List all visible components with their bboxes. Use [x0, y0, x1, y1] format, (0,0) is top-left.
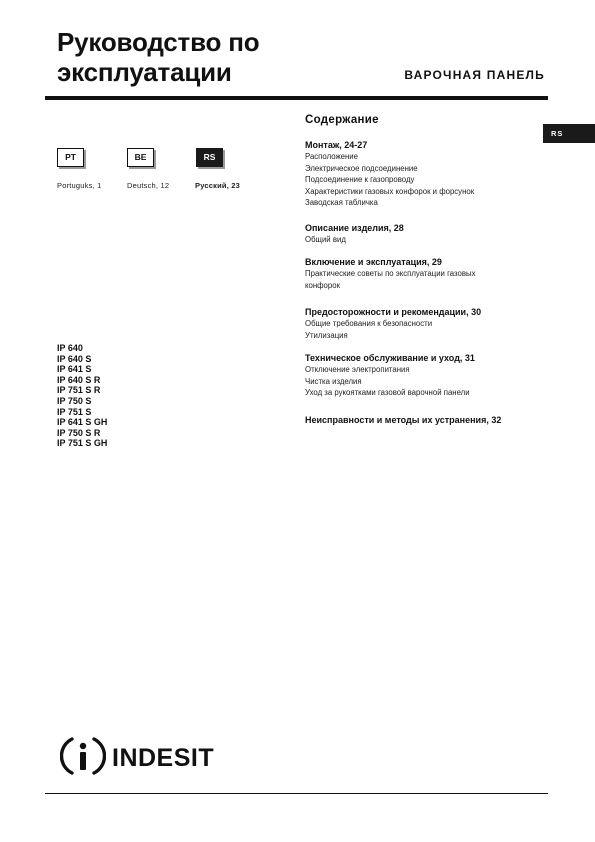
brand-logo-text: INDESIT [112, 744, 215, 772]
language-label-be: Deutsch, 12 [127, 181, 170, 190]
toc-item[interactable]: Общие требования к безопасности [305, 319, 433, 328]
language-box-be[interactable]: BE [127, 148, 154, 167]
toc-item[interactable]: Подсоединение к газопроводу [305, 175, 415, 184]
model-item: IP 750 S R [57, 427, 101, 438]
toc-section-maintenance [305, 352, 555, 399]
toc-section-operation [305, 256, 555, 291]
toc-item[interactable]: Заводская табличка [305, 198, 378, 207]
language-label-pt: Portuguks, 1 [57, 181, 102, 190]
toc-item[interactable]: Чистка изделия [305, 376, 362, 386]
toc-heading[interactable]: Описание изделия, 28 [305, 223, 404, 233]
toc-item[interactable]: Утилизация [305, 330, 348, 340]
toc-heading[interactable]: Неисправности и методы их устранения, 32 [305, 415, 502, 425]
toc-item[interactable]: Электрическое подсоединение [305, 163, 418, 173]
model-item: IP 640 S R [57, 374, 101, 385]
toc-item[interactable]: Уход за рукоятками газовой варочной панели [305, 388, 470, 397]
model-item: IP 641 S [57, 364, 92, 375]
document-title [57, 27, 259, 87]
toc-section-troubleshooting [305, 414, 555, 426]
footer-divider [45, 793, 548, 794]
model-item: IP 751 S R [57, 385, 101, 396]
model-item: IP 751 S GH [57, 438, 108, 449]
model-item: IP 751 S [57, 406, 92, 417]
toc-item[interactable]: конфорок [305, 280, 340, 290]
toc-heading[interactable]: Включение и эксплуатация, 29 [305, 257, 442, 267]
language-box-pt[interactable]: PT [57, 148, 84, 167]
toc-heading[interactable]: Монтаж, 24-27 [305, 140, 368, 150]
toc-section-description [305, 222, 555, 246]
toc-section-precautions [305, 306, 555, 341]
indesit-logo-icon [60, 735, 106, 777]
toc-item[interactable]: Практические советы по эксплуатации газовых [305, 269, 476, 278]
toc-heading[interactable]: Техническое обслуживание и уход, 31 [305, 353, 475, 363]
language-box-rs[interactable]: RS [196, 148, 223, 167]
model-item: IP 640 S [57, 353, 92, 364]
toc-item[interactable]: Отключение электропитания [305, 365, 410, 374]
language-label-rs: Русский, 23 [195, 181, 241, 190]
model-item: IP 640 [57, 343, 83, 353]
toc-section-installation [305, 139, 555, 209]
title-line-1: Руководство по [57, 27, 260, 57]
side-language-tab: RS [543, 124, 595, 143]
product-subtitle: ВАРОЧНАЯ ПАНЕЛЬ [404, 68, 545, 82]
model-list [57, 343, 107, 449]
toc-item[interactable]: Общий вид [305, 235, 346, 244]
toc-title: Содержание [305, 114, 379, 126]
toc-item[interactable]: Характеристики газовых конфорок и форсунок [305, 186, 475, 196]
title-line-2: эксплуатации [57, 57, 232, 87]
toc-heading[interactable]: Предосторожности и рекомендации, 30 [305, 307, 482, 317]
model-item: IP 641 S GH [57, 417, 108, 428]
toc-item[interactable]: Расположение [305, 152, 358, 161]
model-item: IP 750 S [57, 395, 92, 406]
header-divider [45, 96, 548, 100]
